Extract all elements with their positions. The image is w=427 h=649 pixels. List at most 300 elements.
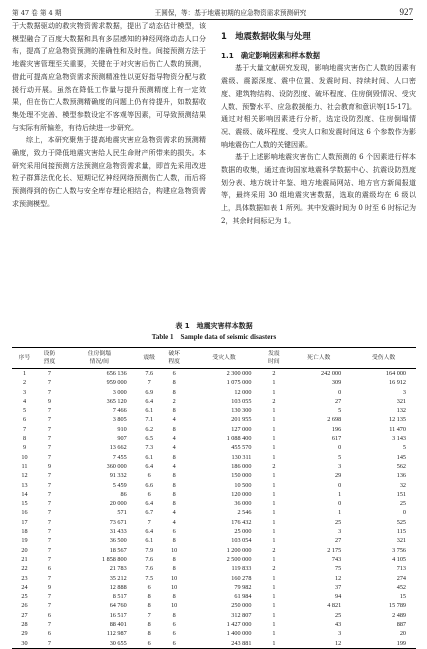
table-row	[12, 508, 416, 517]
table-cell: 12 888	[109, 583, 127, 591]
table-cell: 0	[338, 481, 342, 489]
table-cell: 7	[47, 388, 51, 396]
table-cell: 2	[22, 379, 27, 387]
table-cell: 8	[172, 388, 176, 396]
table-cell: 2	[272, 370, 276, 377]
table-cell: 743	[331, 555, 342, 563]
table-cell: 6	[172, 621, 176, 629]
table-cell: 7.3	[145, 444, 154, 452]
table-cell: 10	[171, 546, 178, 554]
table-cell: 7	[47, 537, 51, 545]
table-cell: 160 278	[231, 574, 252, 582]
seismic-data-table	[12, 347, 416, 649]
table-cell: 1	[272, 435, 276, 443]
table-cell: 525	[396, 518, 406, 526]
table-cell: 6	[172, 639, 176, 647]
table-cell: 11	[21, 462, 28, 470]
table-cell: 132	[396, 407, 406, 415]
table-cell: 959 000	[106, 379, 127, 387]
table-row	[12, 388, 416, 397]
table-cell: 115	[396, 528, 406, 536]
table-cell: 1	[22, 370, 27, 377]
table-cell: 31 433	[109, 528, 127, 536]
table-cell: 8	[172, 490, 176, 498]
table-cell: 201 955	[231, 416, 252, 424]
table-cell: 26	[21, 602, 28, 610]
left-paragraph-1: 于大数据驱动的救灾物资需求数据，提出了动态估计模型，该模型融合了百度大数据和具有多层感知的神经网络动态人口分布，提高了应急物资预测的准确性和及时性。间接预测方法于地震灾害管理至关重要，关键在于对灾害后伤亡人数的预测，借此可提高应急物资需求预测精准性以更好指导物资分配与救援行动开展。虽然在降低工作量与提升预测精度上有一定效果，但在伤亡人数预测精确度的问题上仍有待提升，如数据收集处理不完善、模型参数设定不客观等因素，可导致预测结果与实际有所偏差，有待后续进一步研究。	[12, 22, 206, 132]
table-cell: 6	[22, 416, 27, 424]
table-cell: 30 655	[109, 639, 127, 647]
table-cell: 12	[21, 472, 28, 480]
table-cell: 17	[21, 518, 28, 526]
table-cell: 8	[172, 565, 176, 573]
table-cell: 196	[331, 425, 342, 433]
table-cell: 7	[47, 518, 51, 526]
table-cell: 1	[272, 555, 276, 563]
table-cell: 12	[334, 574, 342, 582]
table-cell: 7	[47, 546, 51, 554]
table-cell: 164 000	[385, 370, 406, 377]
table-cell: 562	[396, 462, 406, 470]
table-cell: 7.6	[145, 555, 154, 563]
table-cell: 61 984	[234, 593, 252, 601]
table-cell: 19	[21, 537, 28, 545]
table-cell: 176 432	[231, 518, 252, 526]
table-caption-en: Table 1 Sample data of seismic disasters	[151, 333, 277, 341]
table-cell: 713	[396, 565, 406, 573]
table-cell: 2	[172, 397, 176, 405]
table-cell: 6	[147, 472, 151, 480]
table-cell: 75	[334, 565, 342, 573]
table-cell: 9	[47, 583, 51, 591]
table-cell: 6	[147, 639, 151, 647]
table-cell: 3 000	[112, 388, 127, 396]
table-cell: 2 300 000	[226, 370, 252, 377]
table-cell: 9	[22, 444, 27, 452]
table-cell: 15 789	[388, 602, 406, 610]
table-cell: 13	[21, 481, 28, 489]
table-cell: 2 546	[237, 509, 252, 517]
table-cell: 312 807	[231, 611, 252, 619]
table-cell: 5 459	[112, 481, 127, 489]
table-cell: 25	[21, 593, 28, 601]
table-row	[12, 546, 416, 555]
table-cell: 0	[402, 509, 406, 517]
table-row	[12, 415, 416, 424]
table-cell: 150 000	[231, 472, 252, 480]
table-cell: 18	[21, 528, 28, 536]
table-cell: 3	[22, 388, 27, 396]
table-cell: 4	[172, 444, 176, 452]
table-cell: 119 833	[231, 565, 252, 573]
table-cell: 36 000	[234, 500, 252, 508]
table-row	[12, 453, 416, 462]
table-cell: 1 075 000	[226, 379, 252, 387]
table-cell: 7.6	[145, 565, 154, 573]
table-cell: 8	[172, 481, 176, 489]
table-cell: 1 088 400	[226, 435, 252, 443]
table-cell: 5	[402, 444, 406, 452]
table-row	[12, 611, 416, 620]
table-cell: 7	[147, 379, 151, 387]
table-cell: 452	[396, 583, 406, 591]
table-cell: 21 783	[109, 565, 127, 573]
table-cell: 1	[272, 611, 276, 619]
left-paragraph-2: 综上，本研究聚焦于提高地震灾害应急物资需求的预测精确度，致力于降低地震灾害给人民生命财产所带来的损失。本研究采用间接预测方法预测应急物资需求量，即首先采用改进粒子群算法优化长、短期记忆神经网络预测伤亡人数，而后将预测得到的伤亡人数与安全库存理论相结合，构建应急物资需求预测模型。	[12, 136, 206, 208]
table-cell: 13 662	[109, 444, 127, 452]
table-cell: 7	[47, 416, 51, 424]
table-cell: 7	[47, 574, 51, 582]
column-header: 设防 烈度	[43, 351, 56, 365]
table-cell: 7	[147, 518, 151, 526]
table-cell: 28	[21, 621, 28, 629]
table-cell: 1	[272, 583, 276, 591]
table-cell: 2	[272, 565, 276, 573]
table-cell: 6.6	[145, 481, 154, 489]
table-cell: 30	[21, 639, 28, 647]
table-cell: 8	[172, 537, 176, 545]
table-cell: 8 517	[112, 593, 127, 601]
table-cell: 1 400 000	[226, 630, 252, 638]
table-cell: 1 858 800	[101, 555, 127, 563]
table-cell: 1	[272, 481, 276, 489]
table-row	[12, 462, 416, 471]
table-row	[12, 574, 416, 583]
table-cell: 6.1	[145, 453, 154, 461]
table-cell: 10	[171, 583, 178, 591]
table-cell: 9	[47, 462, 51, 470]
table-cell: 23	[21, 574, 28, 582]
right-column	[221, 20, 416, 228]
table-row	[12, 378, 416, 387]
table-cell: 3 143	[392, 435, 406, 443]
table-cell: 7	[47, 444, 51, 452]
table-cell: 7	[47, 379, 51, 387]
table-cell: 6.1	[145, 537, 154, 545]
table-cell: 9	[47, 397, 51, 405]
table-cell: 7	[47, 509, 51, 517]
table-cell: 7 466	[112, 407, 127, 415]
table-header-row	[12, 348, 416, 369]
table-cell: 8	[172, 453, 176, 461]
table-cell: 3	[338, 462, 342, 470]
table-cell: 7	[47, 435, 51, 443]
table-row	[12, 564, 416, 573]
table-cell: 12 000	[234, 388, 252, 396]
table-cell: 1 427 000	[226, 621, 252, 629]
table-cell: 8	[172, 555, 176, 563]
table-cell: 6.4	[145, 528, 154, 536]
table-cell: 4	[172, 509, 176, 517]
table-cell: 7	[47, 407, 51, 415]
column-header: 死亡人数	[307, 355, 331, 361]
table-row	[12, 406, 416, 415]
table-cell: 1	[272, 490, 276, 498]
page-number: 927	[399, 7, 413, 17]
table-cell: 5	[22, 407, 27, 415]
column-header: 受灾人数	[212, 355, 236, 361]
table-cell: 130 300	[231, 407, 252, 415]
table-cell: 6.5	[145, 435, 154, 443]
table-cell: 1	[272, 453, 276, 461]
table-cell: 1	[272, 407, 276, 415]
table-cell: 2 175	[327, 546, 342, 554]
table-row	[12, 481, 416, 490]
table-cell: 22	[21, 565, 28, 573]
table-cell: 186 000	[231, 462, 252, 470]
column-header: 受伤人数	[371, 355, 396, 361]
table-cell: 25	[334, 518, 342, 526]
table-cell: 7	[47, 639, 51, 647]
table-cell: 7	[47, 593, 51, 601]
table-cell: 243 881	[231, 639, 252, 647]
table-cell: 7	[47, 602, 51, 610]
table-cell: 25 000	[234, 528, 252, 536]
table-cell: 7	[47, 472, 51, 480]
table-cell: 0	[338, 388, 342, 396]
table-cell: 1	[272, 444, 276, 452]
table-cell: 321	[396, 537, 406, 545]
right-paragraph-2: 基于上述影响地震灾害伤亡人数预测的 6 个因素进行样本数据的收集，通过查询国家地震科学数据中心、抗震设防烈度划分表、地方统计年鉴、地方地震局网站、地方官方新闻报道等，最终采用 30 组地震灾害数据，选取的震级均在 6 级以上，具体数据如表 1 所列。其中发震时间为 0 时至 6 时标记为 2，其余时间标记为 1。	[221, 153, 416, 225]
table-cell: 4	[172, 435, 176, 443]
table-cell: 64 760	[109, 602, 127, 610]
table-cell: 20 000	[109, 500, 127, 508]
table-cell: 309	[331, 379, 342, 387]
table-cell: 6	[172, 370, 176, 377]
table-cell: 6.7	[145, 509, 154, 517]
table-cell: 16 517	[109, 611, 127, 619]
table-row	[12, 555, 416, 564]
table-body	[12, 369, 416, 649]
table-section	[12, 321, 416, 649]
table-cell: 1	[338, 490, 342, 498]
table-cell: 14	[21, 490, 28, 498]
table-cell: 15	[21, 500, 28, 508]
table-cell: 6	[47, 630, 51, 638]
table-cell: 8	[147, 593, 151, 601]
table-cell: 8	[172, 500, 176, 508]
table-cell: 10 500	[234, 481, 252, 489]
table-cell: 6.1	[145, 407, 154, 415]
table-cell: 4 821	[327, 602, 342, 610]
table-cell: 3	[338, 630, 342, 638]
table-cell: 27	[21, 611, 28, 619]
table-row	[12, 499, 416, 508]
table-cell: 79 982	[234, 583, 252, 591]
table-cell: 3	[402, 388, 406, 396]
table-cell: 7	[47, 370, 51, 377]
table-cell: 127 000	[231, 425, 252, 433]
table-cell: 8	[172, 593, 176, 601]
table-cell: 1	[272, 593, 276, 601]
table-cell: 8	[22, 435, 27, 443]
column-header: 发震 时间	[268, 351, 280, 365]
table-cell: 7	[47, 528, 51, 536]
table-cell: 1	[272, 528, 276, 536]
table-cell: 8	[147, 630, 151, 638]
journal-volume: 第 47 卷 第 4 期	[12, 9, 62, 17]
table-cell: 43	[334, 621, 342, 629]
table-row	[12, 518, 416, 527]
table-cell: 136	[396, 472, 406, 480]
table-cell: 321	[396, 397, 406, 405]
table-cell: 20	[399, 630, 406, 638]
table-cell: 6	[172, 630, 176, 638]
table-cell: 7 455	[112, 453, 127, 461]
column-header: 住房倒塌 情况/间	[87, 351, 111, 365]
table-row	[12, 527, 416, 536]
left-column	[12, 20, 206, 211]
table-cell: 455 570	[231, 444, 252, 452]
table-cell: 6.4	[145, 397, 154, 405]
table-cell: 6.4	[145, 462, 154, 470]
table-cell: 10	[171, 602, 178, 610]
running-title: 王圆保，等：基于地震初期的应急物资需求预测研究	[154, 9, 307, 17]
table-row	[12, 434, 416, 443]
table-cell: 25	[399, 500, 406, 508]
table-cell: 3 756	[392, 546, 406, 554]
table-cell: 7	[22, 425, 27, 433]
table-cell: 8	[172, 425, 176, 433]
table-row	[12, 583, 416, 592]
table-cell: 27	[334, 397, 342, 405]
table-cell: 6.4	[145, 500, 154, 508]
table-cell: 16	[21, 509, 28, 517]
table-cell: 8	[147, 621, 151, 629]
table-cell: 88 401	[109, 621, 127, 629]
table-cell: 1 200 000	[226, 546, 252, 554]
table-cell: 365 120	[106, 397, 127, 405]
table-cell: 25	[334, 611, 342, 619]
table-cell: 73 671	[109, 518, 127, 526]
table-cell: 0	[338, 444, 342, 452]
table-cell: 7	[47, 621, 51, 629]
table-cell: 3	[338, 528, 342, 536]
table-cell: 1	[272, 621, 276, 629]
table-row	[12, 536, 416, 545]
table-cell: 7.1	[145, 416, 154, 424]
table-cell: 656 136	[106, 370, 127, 377]
table-cell: 2 500 000	[226, 555, 252, 563]
table-row	[12, 592, 416, 601]
table-cell: 1	[272, 388, 276, 396]
table-cell: 21	[21, 555, 28, 563]
table-cell: 2 698	[327, 416, 342, 424]
table-cell: 4	[22, 397, 27, 405]
table-cell: 1	[272, 602, 276, 610]
table-cell: 15	[399, 593, 406, 601]
table-cell: 7	[47, 481, 51, 489]
table-cell: 4	[172, 416, 176, 424]
table-cell: 7	[147, 611, 151, 619]
table-cell: 1	[272, 500, 276, 508]
table-cell: 1	[272, 518, 276, 526]
running-header	[12, 3, 413, 20]
table-cell: 4 105	[392, 555, 406, 563]
table-caption-zh: 表 1 地震灾害样本数据	[175, 322, 253, 330]
table-cell: 6.9	[145, 388, 154, 396]
table-cell: 907	[117, 435, 127, 443]
table-row	[12, 620, 416, 629]
table-cell: 24	[21, 583, 28, 591]
column-header: 震级	[143, 355, 155, 361]
table-cell: 37	[334, 583, 342, 591]
table-cell: 6	[172, 528, 176, 536]
table-cell: 16 912	[388, 379, 406, 387]
table-cell: 8	[172, 472, 176, 480]
table-cell: 35 212	[109, 574, 127, 582]
table-cell: 910	[117, 425, 127, 433]
table-cell: 242 000	[321, 370, 342, 377]
table-cell: 10	[171, 574, 178, 582]
table-row	[12, 369, 416, 379]
table-cell: 7.6	[145, 370, 154, 377]
table-cell: 7	[47, 453, 51, 461]
table-cell: 360 000	[106, 462, 127, 470]
table-row	[12, 639, 416, 649]
table-cell: 250 000	[231, 602, 252, 610]
table-cell: 617	[331, 435, 342, 443]
table-cell: 12	[334, 639, 342, 647]
table-cell: 6	[147, 490, 151, 498]
table-cell: 7.5	[145, 574, 154, 582]
table-cell: 7	[47, 555, 51, 563]
table-cell: 103 055	[231, 397, 252, 405]
table-cell: 887	[396, 621, 406, 629]
table-row	[12, 471, 416, 480]
table-cell: 1	[272, 472, 276, 480]
subsection-title: 1.1 确定影响因素和样本数据	[221, 50, 320, 60]
table-row	[12, 443, 416, 452]
table-cell: 20	[21, 546, 28, 554]
table-cell: 4	[172, 518, 176, 526]
table-cell: 0	[338, 500, 342, 508]
table-cell: 1	[272, 416, 276, 424]
table-cell: 5	[338, 453, 342, 461]
table-cell: 2	[272, 462, 276, 470]
table-cell: 27	[334, 537, 342, 545]
table-cell: 7.9	[145, 546, 154, 554]
table-cell: 274	[396, 574, 406, 582]
table-cell: 5	[338, 407, 342, 415]
table-cell: 86	[120, 490, 127, 498]
table-cell: 2	[272, 546, 276, 554]
table-cell: 12 135	[388, 416, 406, 424]
table-cell: 29	[334, 472, 342, 480]
table-cell: 8	[172, 407, 176, 415]
table-cell: 10	[21, 453, 28, 461]
table-cell: 6.2	[145, 425, 154, 433]
table-cell: 32	[399, 481, 406, 489]
table-cell: 112 987	[106, 630, 127, 638]
table-cell: 2 489	[392, 611, 406, 619]
table-cell: 91 332	[109, 472, 127, 480]
table-cell: 7	[47, 425, 51, 433]
table-row	[12, 397, 416, 406]
table-cell: 1	[272, 509, 276, 517]
table-row	[12, 490, 416, 499]
table-cell: 1	[272, 639, 276, 647]
table-row	[12, 629, 416, 638]
table-cell: 1	[272, 630, 276, 638]
table-cell: 571	[117, 509, 127, 517]
table-cell: 7	[47, 490, 51, 498]
table-cell: 1	[272, 574, 276, 582]
table-cell: 4	[172, 462, 176, 470]
table-cell: 1	[272, 379, 276, 387]
table-cell: 1	[272, 425, 276, 433]
table-cell: 18 567	[109, 546, 127, 554]
